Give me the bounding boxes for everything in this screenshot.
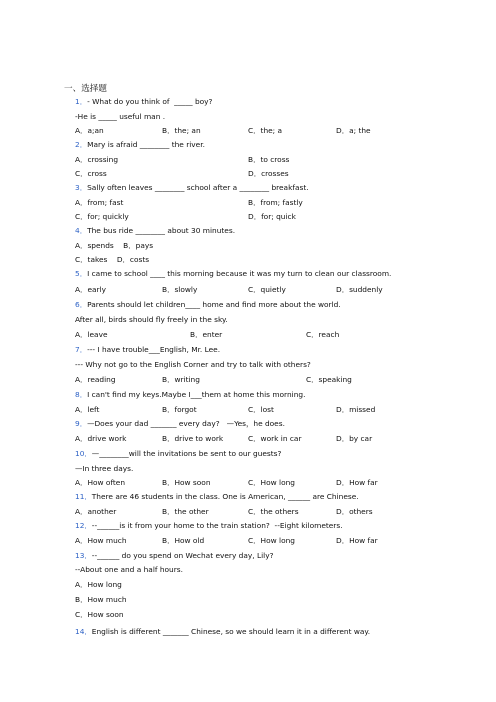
question-12	[75, 521, 343, 530]
question-number: 7．	[75, 345, 88, 354]
option-d: D．How far	[336, 478, 378, 487]
question-stem: Sally often leaves ________ school after a ________ breakfast.	[87, 183, 309, 192]
question-stem-continued: —In three days.	[75, 464, 134, 473]
question-number: 3．	[75, 183, 88, 192]
option-b: B．forgot	[162, 405, 197, 414]
option-c: C．work in car	[248, 434, 302, 443]
option-a: A．reading	[75, 375, 116, 384]
question-number: 2．	[75, 140, 88, 149]
question-13	[75, 551, 274, 560]
question-stem: I can't find my keys.Maybe I___them at home this morning.	[87, 390, 306, 399]
question-number: 9．	[75, 419, 88, 428]
question-stem-continued: After all, birds should fly freely in the sky.	[75, 315, 228, 324]
option-d: D．by car	[336, 434, 373, 443]
option-a: A．crossing	[75, 155, 119, 164]
option-b: B．enter	[190, 330, 223, 339]
question-number: 1．	[75, 97, 88, 106]
option-c: C．speaking	[306, 375, 352, 384]
question-number: 5．	[75, 269, 88, 278]
question-stem: —________will the invitations be sent to our guests?	[91, 449, 282, 458]
option-c: C．reach	[306, 330, 340, 339]
option-d: D．for; quick	[248, 212, 296, 221]
option-b: B．slowly	[162, 285, 198, 294]
question-stem: --- I have trouble___English, Mr. Lee.	[87, 345, 221, 354]
option-c: C．How soon	[75, 610, 124, 619]
option-b: B．pays	[123, 241, 154, 250]
question-4	[75, 226, 235, 235]
question-stem: Mary is afraid ________ the river.	[87, 140, 205, 149]
option-d: D．a; the	[336, 126, 371, 135]
question-7	[75, 345, 220, 354]
question-stem-continued: -He is _____ useful man .	[75, 112, 166, 121]
option-b: B．from; fastly	[248, 198, 303, 207]
question-stem: —Does your dad _______ every day? —Yes，he does.	[87, 419, 285, 428]
option-b: B．the other	[162, 507, 209, 516]
option-b: B．the; an	[162, 126, 201, 135]
question-stem: --______ do you spend on Wechat every day, Lily?	[91, 551, 274, 560]
option-c: C．the others	[248, 507, 299, 516]
option-c: C．takes	[75, 255, 108, 264]
option-a: A．drive work	[75, 434, 127, 443]
question-9	[75, 419, 285, 428]
option-b: B．How soon	[162, 478, 211, 487]
option-a: A．leave	[75, 330, 108, 339]
question-number: 6．	[75, 300, 88, 309]
option-c: C．the; a	[248, 126, 283, 135]
option-b: B．to cross	[248, 155, 290, 164]
question-10	[75, 449, 281, 458]
question-number: 13．	[75, 551, 92, 560]
option-a: A．a;an	[75, 126, 104, 135]
option-d: D．others	[336, 507, 373, 516]
options-row	[75, 241, 153, 250]
question-stem: I came to school ____ this morning because it was my turn to clean our classroom.	[87, 269, 392, 278]
question-number: 10．	[75, 449, 92, 458]
question-14	[75, 627, 370, 636]
section-title: 一、选择题	[64, 84, 107, 94]
question-number: 4．	[75, 226, 88, 235]
option-c: C．quietly	[248, 285, 286, 294]
option-b: B．drive to work	[162, 434, 224, 443]
question-number: 12．	[75, 521, 92, 530]
question-6	[75, 300, 341, 309]
option-a: A．How often	[75, 478, 126, 487]
question-5	[75, 269, 391, 278]
question-stem: --______is it from your home to the train station? --Eight kilometers.	[91, 521, 343, 530]
option-b: B．writing	[162, 375, 200, 384]
option-d: D．missed	[336, 405, 376, 414]
option-a: A．How long	[75, 580, 122, 589]
question-stem: - What do you think of _____ boy?	[87, 97, 213, 106]
question-stem: The bus ride ________ about 30 minutes.	[87, 226, 236, 235]
question-number: 11．	[75, 492, 92, 501]
question-stem: Parents should let children____ home and find more about the world.	[87, 300, 341, 309]
question-number: 14．	[75, 627, 92, 636]
question-stem-continued: --- Why not go to the English Corner and try to talk with others?	[75, 360, 311, 369]
option-c: C．How long	[248, 536, 295, 545]
option-a: A．from; fast	[75, 198, 124, 207]
option-c: C．How long	[248, 478, 295, 487]
question-2	[75, 140, 205, 149]
option-a: A．left	[75, 405, 100, 414]
option-a: A．spends	[75, 241, 114, 250]
options-row	[75, 255, 149, 264]
question-3	[75, 183, 309, 192]
question-1	[75, 97, 212, 106]
question-stem: There are 46 students in the class. One is American, ______ are Chinese.	[91, 492, 359, 501]
option-d: D．costs	[116, 255, 150, 264]
option-c: C．lost	[248, 405, 274, 414]
question-stem: English is different _______ Chinese, so we should learn it in a different way.	[91, 627, 371, 636]
option-b: B．How old	[162, 536, 205, 545]
option-a: A．How much	[75, 536, 127, 545]
question-number: 8．	[75, 390, 88, 399]
option-d: D．crosses	[248, 169, 289, 178]
option-c: C．cross	[75, 169, 107, 178]
question-11	[75, 492, 359, 501]
option-a: A．early	[75, 285, 106, 294]
option-a: A．another	[75, 507, 117, 516]
option-d: D．suddenly	[336, 285, 383, 294]
option-c: C．for; quickly	[75, 212, 129, 221]
option-b: B．How much	[75, 595, 127, 604]
question-8	[75, 390, 305, 399]
question-stem-continued: --About one and a half hours.	[75, 565, 183, 574]
option-d: D．How far	[336, 536, 378, 545]
